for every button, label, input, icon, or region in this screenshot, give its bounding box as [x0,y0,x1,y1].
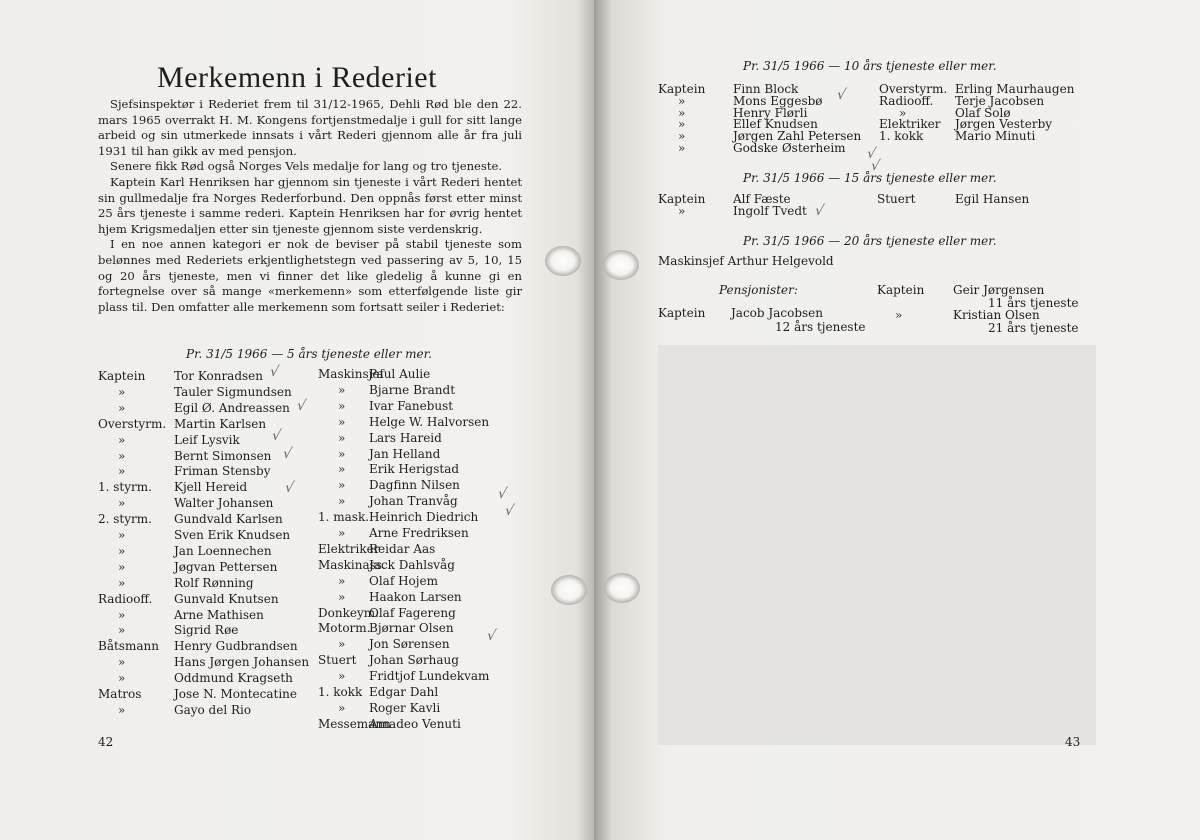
role-label: » [338,589,346,604]
role-label: » [118,702,126,717]
check-mark-icon: √ [281,446,294,462]
person-name: Jose N. Montecatine [174,687,297,701]
role-label: 1. kokk [879,129,924,144]
pensioner-name: Geir Jørgensen [953,283,1045,297]
role-label: Radiooff. [98,591,153,606]
person-name: Edgar Dahl [369,685,439,699]
role-label: 1. mask. [318,510,370,525]
person-name: Ellef Knudsen [733,117,818,132]
role-label: Overstyrm. [879,82,948,96]
role-label: » [899,105,907,120]
person-name: Roger Kavli [369,700,441,715]
person-name: Egil Ø. Andreassen [174,400,290,415]
binding-hole [551,575,587,605]
role-label: » [678,117,686,132]
role-label: » [338,700,346,715]
paragraph: Sjefsinspektør i Rederiet frem til 31/12-1965, Dehli Rød ble den 22. mars 1965 overrakt H. M. Kongens fortjenstmedalje i gull for sitt lange arbeid og sin utmerkede innsats i vårt Rederi gjennom alle år fra juli 1931 til han gikk av med pensjon. [98,97,522,158]
person-name: Olaf Hojem [369,573,438,588]
person-name: Jon Sørensen [369,637,450,652]
person-name: Henry Gudbrandsen [174,639,298,654]
person-name: Paul Aulie [369,367,431,381]
role-label: » [118,400,126,415]
person-name: Jan Helland [369,446,441,461]
person-name: Jan Loennechen [174,543,272,558]
role-label: Maskinsjef [318,367,384,381]
role-label: » [338,414,346,429]
role-label: 1. styrm. [98,480,152,495]
check-mark-icon: √ [503,503,516,519]
role-label: » [338,382,346,397]
role-label: » [118,543,126,558]
pensioner-years: 21 års tjeneste [988,321,1079,335]
person-name: Jørgen Zahl Petersen [733,129,862,144]
role-label: » [118,448,126,463]
role-label: » [338,573,346,588]
person-name: Johan Sørhaug [369,653,459,668]
role-label: » [678,93,686,108]
person-name: Johan Tranvåg [369,494,458,509]
person-name: Gayo del Rio [174,702,252,717]
pensioner-name: Kristian Olsen [953,308,1040,322]
role-label: » [338,526,346,540]
pensioner-role: Kaptein [658,306,706,320]
role-label: Båtsmann [98,639,159,654]
paragraph: I en noe annen kategori er nok de beviser på stabil tjeneste som belønnes med Rederiets erkjentlighetstegn ved passering av 5, 10, 15 og 20 års tjeneste, men vi finner det like gledelig å kunne gi en fortegnelse over så mange «merkemenn» som etterfølgende liste gir plass til. Den omfatter alle merkemenn som fortsatt seiler i Rederiet: [98,237,522,314]
person-name: Amadeo Venuti [369,716,461,731]
person-name: Dagfinn Nilsen [369,478,460,493]
person-name: Helge W. Halvorsen [369,414,490,429]
person-name: Reidar Aas [369,541,436,556]
role-label: » [338,446,346,461]
section-heading-10: Pr. 31/5 1966 — 10 års tjeneste eller mer. [743,59,997,73]
binding-hole [603,250,639,280]
role-label: » [118,384,126,399]
role-label: 1. kokk [318,685,363,699]
person-name: Mons Eggesbø [733,93,823,108]
role-label: » [118,496,126,511]
role-label: 2. styrm. [98,512,152,527]
person-name: Jørgen Vesterby [955,117,1053,132]
person-name: Hans Jørgen Johansen [174,655,310,670]
role-label: » [118,607,126,622]
role-label: » [338,494,346,509]
person-name: Walter Johansen [174,496,274,511]
page-number: 43 [1065,735,1081,749]
page-number: 42 [98,735,114,749]
role-label: » [338,669,346,684]
person-name: Henry Flørli [733,105,808,120]
person-name: Gundvald Karlsen [174,512,283,527]
person-name: Finn Block [733,82,799,96]
list-20-years: Maskinsjef Arthur Helgevold [658,254,834,268]
pensioner-role: » [895,308,903,322]
check-mark-icon: √ [485,628,498,644]
person-name: Arne Mathisen [174,607,264,622]
role-label: » [338,478,346,493]
role-label: » [678,105,686,120]
intro-text [98,97,522,315]
person-name: Bernt Simonsen [174,448,272,463]
check-mark-icon: √ [869,158,882,174]
pensioner-name: Jacob Jacobsen [731,306,823,320]
person-name: Ingolf Tvedt [733,204,807,218]
check-mark-icon: √ [268,364,281,380]
person-name: Oddmund Kragseth [174,671,293,686]
binding-hole [604,573,640,603]
page-title: Merkemenn i Rederiet [157,61,437,94]
person-name: Arne Fredriksen [369,526,469,540]
person-name: Bjarne Brandt [369,382,456,397]
role-label: » [118,575,126,590]
person-name: Bjørnar Olsen [369,621,454,636]
role-label: Stuert [318,653,357,668]
person-name: Leif Lysvik [174,432,240,447]
person-name: Erik Herigstad [369,462,460,477]
pensioners-heading: Pensjonister: [719,283,798,297]
role-label: » [338,637,346,652]
pensioner-years: 11 års tjeneste [988,296,1079,310]
role-label: » [118,528,126,542]
check-mark-icon: √ [865,146,878,162]
person-name: Godske Østerheim [733,141,846,155]
role-label: Messemann [318,716,391,731]
person-name: Heinrich Diedrich [369,510,479,525]
role-label: Stuert [877,192,916,206]
check-mark-icon: √ [835,87,848,103]
check-mark-icon: √ [270,428,283,444]
role-label: Maskinass. [318,557,386,572]
person-name: Friman Stensby [174,464,271,479]
role-label: Matros [98,687,142,701]
role-label: Overstyrm. [98,416,167,431]
person-name: Tauler Sigmundsen [174,384,292,399]
person-name: Gunvald Knutsen [174,591,279,606]
person-name: Lars Hareid [369,430,442,445]
role-label: Radiooff. [879,93,934,108]
person-name: Rolf Rønning [174,575,254,590]
role-label: Donkeym. [318,605,379,620]
role-label: » [678,204,686,218]
role-label: » [678,141,686,155]
role-label: » [118,464,126,479]
paragraph: Senere fikk Rød også Norges Vels medalje for lang og tro tjeneste. [110,159,503,174]
pensioner-role: Kaptein [877,283,925,297]
person-name: Fridtjof Lundekvam [369,669,490,684]
role-label: » [338,430,346,445]
person-name: Mario Minuti [955,129,1036,144]
person-name: Kjell Hereid [174,480,248,495]
check-mark-icon: √ [283,480,296,496]
pensioner-years: 12 års tjeneste [775,320,866,334]
person-name: Olaf Solø [955,105,1011,120]
person-name: Erling Maurhaugen [955,82,1075,96]
role-label: Motorm. [318,621,371,636]
role-label: » [678,129,686,144]
role-label: Elektriker [318,541,380,556]
role-label: » [338,398,346,413]
section-heading-5: Pr. 31/5 1966 — 5 års tjeneste eller mer. [186,347,432,361]
role-label: Kaptein [98,369,146,383]
person-name: Egil Hansen [955,192,1030,206]
check-mark-icon: √ [496,486,509,502]
person-name: Tor Konradsen [174,369,264,383]
person-name: Olaf Fagereng [369,605,456,620]
role-label: » [338,462,346,477]
person-name: Martin Karlsen [174,416,267,431]
person-name: Alf Fæste [733,192,791,206]
check-mark-icon: √ [813,203,826,219]
role-label: Elektriker [879,117,941,132]
role-label: » [118,623,126,638]
faded-area [658,345,1096,745]
role-label: » [118,432,126,447]
section-heading-15: Pr. 31/5 1966 — 15 års tjeneste eller mer. [743,171,997,185]
role-label: » [118,671,126,686]
person-name: Jack Dahlsvåg [369,557,455,572]
section-heading-20: Pr. 31/5 1966 — 20 års tjeneste eller mer. [743,234,997,248]
role-label: Kaptein [658,192,706,206]
person-name: Ivar Fanebust [369,398,454,413]
person-name: Terje Jacobsen [955,93,1045,108]
role-label: » [118,559,126,574]
person-name: Sven Erik Knudsen [174,528,291,542]
person-name: Sigrid Røe [174,623,239,638]
person-name: Haakon Larsen [369,589,462,604]
binding-hole [545,246,581,276]
check-mark-icon: √ [295,398,308,414]
role-label: » [118,655,126,670]
paragraph: Kaptein Karl Henriksen har gjennom sin tjeneste i vårt Rederi hentet sin gullmedalje fra Norges Rederforbund. Den oppnås først etter minst 25 års tjeneste i samme rederi. Kaptein Henriksen har for øvrig hentet hjem Krigsmedaljen etter sin tjeneste gjennom siste verdenskrig. [98,174,522,236]
person-name: Jøgvan Pettersen [174,559,278,574]
role-label: Kaptein [658,82,706,96]
